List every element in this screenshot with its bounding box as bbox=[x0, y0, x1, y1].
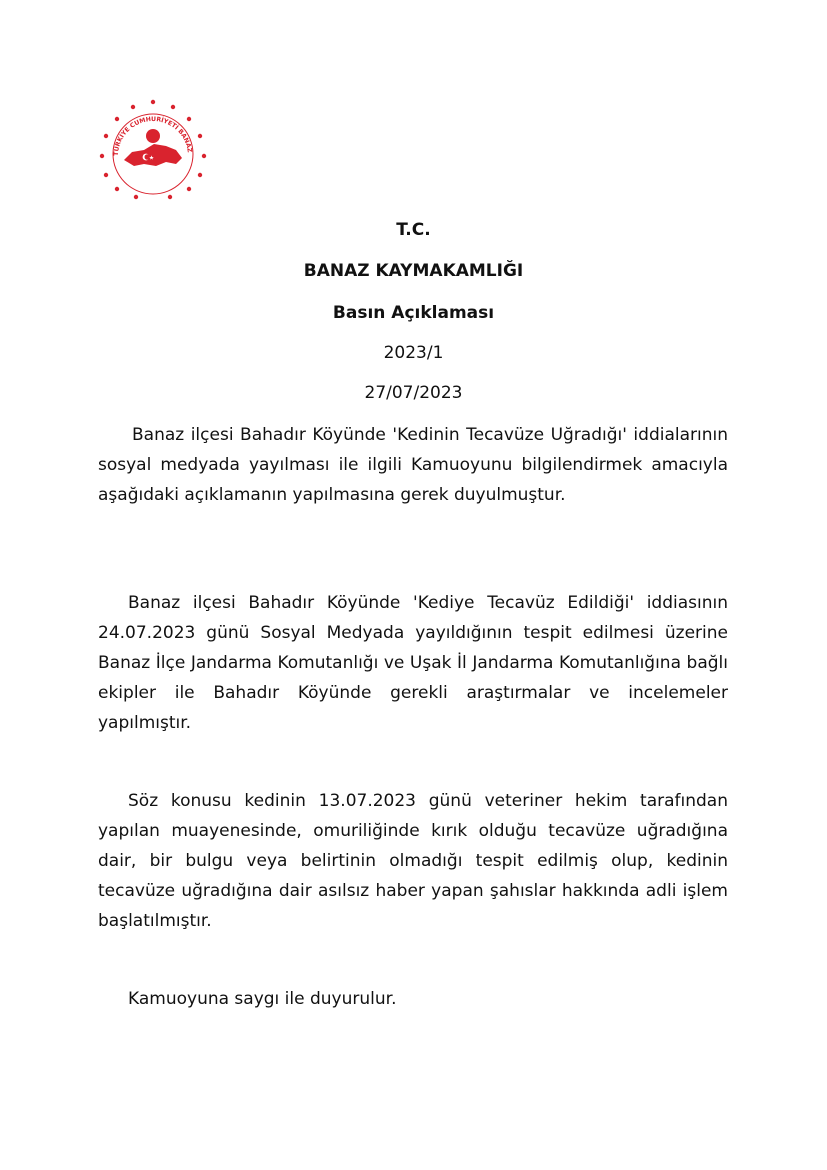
svg-text:TÜRKİYE CUMHURİYETİ BANAZ KAYM: TÜRKİYE CUMHURİYETİ BANAZ bbox=[112, 115, 193, 157]
paragraph-closing: Kamuoyuna saygı ile duyurulur. bbox=[128, 989, 397, 1009]
paragraph-findings: Söz konusu kedinin 13.07.2023 günü veteriner hekim tarafından yapılan muayenesinde, omuriliğinde kırık olduğu tecavüze uğradığına dair, bir bulgu veya belirtinin olmadığı tespit edilmiş olup, kedinin tecavüze uğradığına dair asılsız haber yapan şahıslar hakkında adli işlem başlatılmıştır. bbox=[98, 791, 728, 931]
tc-heading: T.C. bbox=[396, 220, 431, 240]
paragraph-intro: Banaz ilçesi Bahadır Köyünde 'Kedinin Tecavüze Uğradığı' iddialarının sosyal medyada yayılması ile ilgili Kamuoyunu bilgilendirmek amacıyla aşağıdaki açıklamanın yapılmasına gerek duyulmuştur. bbox=[98, 425, 728, 505]
document-type: Basın Açıklaması bbox=[332, 303, 495, 323]
kaymakamlik-seal bbox=[96, 98, 210, 202]
document-number: 2023/1 bbox=[383, 343, 444, 363]
document-date: 27/07/2023 bbox=[364, 383, 463, 403]
seal-emblem-icon bbox=[96, 98, 210, 202]
paragraph-investigation: Banaz ilçesi Bahadır Köyünde 'Kediye Tecavüz Edildiği' iddiasının 24.07.2023 günü Sosyal Medyada yayıldığının tespit edilmesi üzerine Banaz İlçe Jandarma Komutanlığı ve Uşak İl Jandarma Komutanlığına bağlı ekipler ile Bahadır Köyünde gerekli araştırmalar ve incelemeler yapılmıştır. bbox=[98, 593, 728, 733]
institution-title: BANAZ KAYMAKAMLIĞI bbox=[303, 261, 524, 281]
